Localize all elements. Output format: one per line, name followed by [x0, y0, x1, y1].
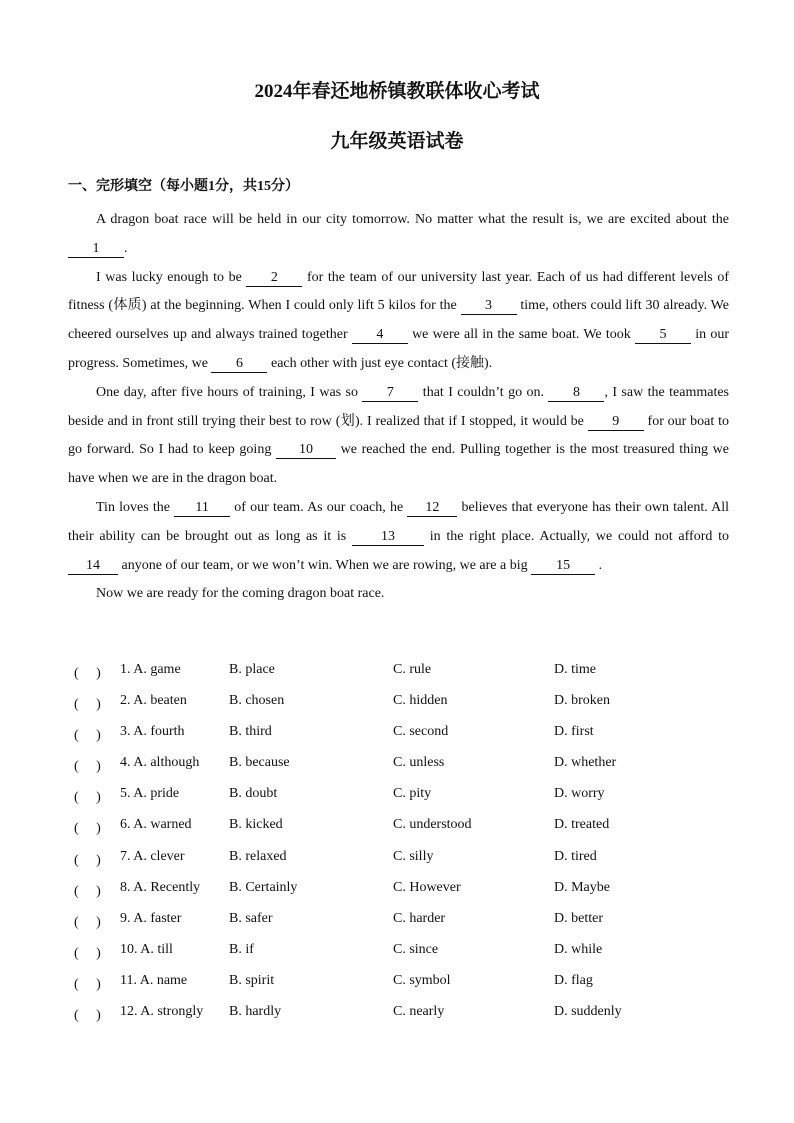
option-c: C. second: [393, 724, 449, 740]
blank-10: 10: [276, 442, 336, 459]
passage-text: believes that everyone has their own talent. All their ability can be brought out as long as it is: [68, 499, 729, 544]
blank-8: 8: [548, 385, 604, 402]
option-c: C. since: [393, 941, 439, 957]
answer-bracket[interactable]: ( ): [74, 976, 101, 992]
answer-bracket[interactable]: ( ): [74, 759, 101, 775]
answer-bracket[interactable]: ( ): [74, 728, 101, 744]
option-b: B. if: [229, 941, 254, 957]
option-c: C. rule: [393, 662, 432, 677]
blank-3: 3: [461, 298, 517, 315]
answer-bracket[interactable]: ( ): [74, 697, 101, 713]
option-c: C. harder: [393, 910, 446, 926]
option-c: C. nearly: [393, 1004, 445, 1020]
option-b: B. Certainly: [229, 879, 298, 895]
passage-paragraph-5: [68, 580, 729, 609]
option-a: 8. A. Recently: [120, 879, 201, 895]
option-a: 3. A. fourth: [120, 724, 185, 740]
question-row-6: [68, 817, 738, 848]
blank-12: 12: [407, 500, 457, 517]
passage-text: in our progress. Sometimes, we: [68, 327, 729, 371]
question-row-4: [68, 755, 738, 786]
passage-text: time, others could lift 30 already. We cheered ourselves up and always trained together: [68, 298, 729, 343]
question-row-8: [68, 880, 738, 911]
question-row-7: [68, 849, 738, 880]
option-a: 12. A. strongly: [120, 1004, 204, 1020]
option-c: C. silly: [393, 848, 434, 864]
blank-15: 15: [531, 558, 595, 575]
option-a: 10. A. till: [120, 941, 173, 957]
option-c: C. unless: [393, 755, 445, 771]
option-c: C. understood: [393, 817, 472, 833]
option-b: B. because: [229, 755, 290, 771]
passage-paragraph-1: [68, 206, 729, 264]
option-b: B. kicked: [229, 817, 283, 833]
passage-text: each other with just eye contact (接触).: [267, 355, 493, 371]
blank-2: 2: [246, 270, 302, 287]
answer-bracket[interactable]: ( ): [74, 821, 101, 837]
option-b: B. hardly: [229, 1004, 282, 1020]
answer-bracket[interactable]: ( ): [74, 852, 101, 868]
cloze-passage: [68, 206, 729, 609]
passage-text: Tin loves the: [96, 499, 175, 515]
option-b: B. third: [229, 724, 272, 740]
passage-paragraph-4: [68, 494, 729, 580]
blank-5: 5: [635, 327, 691, 344]
option-b: B. safer: [229, 910, 273, 926]
option-d: D. tired: [554, 848, 597, 864]
blank-13: 13: [352, 529, 424, 546]
option-b: B. doubt: [229, 786, 278, 802]
question-row-11: [68, 973, 738, 1004]
section-heading: 一、完形填空（每小题1分，共15分）: [68, 179, 299, 194]
passage-text: .: [124, 240, 128, 256]
passage-text: anyone of our team, or we won’t win. When we are rowing, we are a big: [118, 557, 532, 573]
answer-bracket[interactable]: ( ): [74, 666, 101, 681]
question-row-5: [68, 786, 738, 817]
question-options: [68, 662, 738, 1035]
blank-4: 4: [352, 327, 408, 344]
option-a: 7. A. clever: [120, 848, 185, 864]
passage-text: that I couldn’t go on.: [418, 384, 549, 400]
passage-text: we were all in the same boat. We took: [407, 327, 635, 343]
passage-text: for the team of our university last year. Each of us had different levels of fitness (体质) at the beginning. When I could only lift 5 kilos for the: [68, 269, 729, 314]
option-b: B. chosen: [229, 693, 285, 709]
question-row-12: [68, 1004, 738, 1035]
option-d: D. better: [554, 910, 603, 926]
passage-text: , I saw the teammates beside and in front still trying their best to row (划). I realized that if I stopped, it would be: [68, 384, 729, 429]
question-row-1: [68, 662, 738, 693]
passage-text: I was lucky enough to be: [96, 269, 247, 285]
passage-text: in the right place. Actually, we could not afford to: [423, 528, 729, 544]
passage-text: .: [595, 557, 603, 573]
option-a: 9. A. faster: [120, 910, 182, 926]
option-d: D. whether: [554, 755, 617, 771]
passage-text: for our boat to go forward. So I had to keep going: [68, 413, 730, 458]
option-d: D. Maybe: [554, 879, 610, 895]
option-d: D. treated: [554, 817, 610, 833]
blank-6: 6: [211, 356, 267, 373]
question-row-2: [68, 693, 738, 724]
passage-text: A dragon boat race will be held in our city tomorrow. No matter what the result is, we are excited about the: [96, 212, 729, 227]
option-a: 5. A. pride: [120, 786, 180, 802]
option-a: 1. A. game: [120, 662, 181, 677]
answer-bracket[interactable]: ( ): [74, 883, 101, 899]
passage-text: of our team. As our coach, he: [230, 499, 408, 515]
option-a: 6. A. warned: [120, 817, 192, 833]
exam-subtitle: 九年级英语试卷: [330, 131, 464, 152]
option-d: D. while: [554, 941, 603, 957]
answer-bracket[interactable]: ( ): [74, 945, 101, 961]
answer-bracket[interactable]: ( ): [74, 790, 101, 806]
option-a: 2. A. beaten: [120, 693, 187, 709]
option-c: C. hidden: [393, 693, 448, 709]
passage-text: One day, after five hours of training, I was so: [96, 384, 363, 400]
passage-paragraph-2: [68, 264, 729, 379]
blank-14: 14: [68, 558, 118, 575]
option-c: C. However: [393, 879, 461, 895]
blank-11: 11: [174, 500, 230, 517]
option-b: B. place: [229, 662, 275, 677]
option-c: C. pity: [393, 786, 432, 802]
option-d: D. flag: [554, 972, 593, 988]
option-c: C. symbol: [393, 972, 451, 988]
option-a: 11. A. name: [120, 972, 188, 988]
option-b: B. relaxed: [229, 848, 287, 864]
option-d: D. broken: [554, 693, 610, 709]
passage-text: we reached the end. Pulling together is the most treasured thing we have when we are in the dragon boat.: [68, 442, 729, 487]
blank-7: 7: [362, 385, 418, 402]
blank-9: 9: [588, 414, 644, 431]
question-row-9: [68, 911, 738, 942]
answer-bracket[interactable]: ( ): [74, 1008, 101, 1024]
option-b: B. spirit: [229, 972, 275, 988]
exam-title: 2024年春还地桥镇教联体收心考试: [254, 81, 540, 102]
option-d: D. suddenly: [554, 1004, 622, 1020]
blank-1: 1: [68, 241, 124, 258]
passage-text: Now we are ready for the coming dragon boat race.: [96, 586, 385, 602]
question-row-3: [68, 724, 738, 755]
answer-bracket[interactable]: ( ): [74, 914, 101, 930]
question-row-10: [68, 942, 738, 973]
option-d: D. time: [554, 662, 596, 677]
option-d: D. worry: [554, 786, 605, 802]
option-d: D. first: [554, 724, 594, 740]
passage-paragraph-3: [68, 379, 729, 494]
option-a: 4. A. although: [120, 755, 200, 771]
